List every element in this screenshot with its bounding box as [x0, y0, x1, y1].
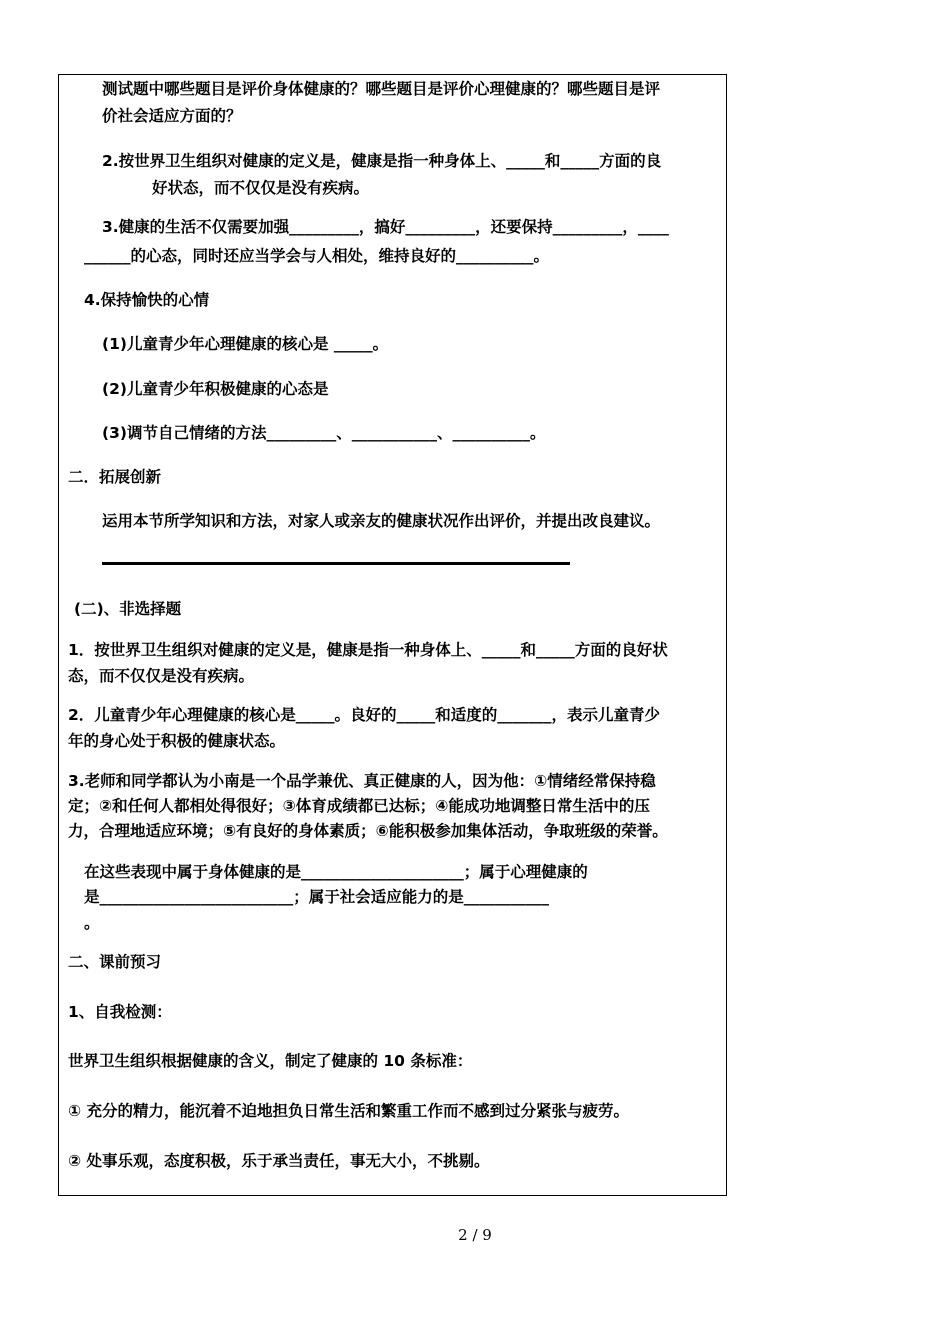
text-line: 3.健康的生活不仅需要加强_________，搞好_________，还要保持_________，____ [102, 218, 669, 236]
text-line: 好状态，而不仅仅是没有疾病。 [152, 179, 370, 197]
text-line: ② 处事乐观，态度积极，乐于承当责任，事无大小，不挑剔。 [68, 1152, 490, 1170]
section-heading: (二)、非选择题 [74, 600, 182, 618]
text-line: 年的身心处于积极的健康状态。 [68, 732, 286, 750]
content-frame [58, 74, 727, 1196]
page-number: 2 / 9 [458, 1226, 492, 1244]
text-line: 测试题中哪些题目是评价身体健康的？哪些题目是评价心理健康的？哪些题目是评 [102, 80, 661, 98]
text-line: (3)调节自己情绪的方法_________、___________、__________。 [102, 424, 546, 442]
text-line: 价社会适应方面的？ [102, 107, 242, 125]
text-line: 。 [84, 914, 100, 932]
text-line: 3.老师和同学都认为小南是一个品学兼优、真正健康的人，因为他：①情绪经常保持稳 [68, 772, 656, 790]
section-heading: 4.保持愉快的心情 [84, 291, 210, 309]
text-line: 2.按世界卫生组织对健康的定义是，健康是指一种身体上、_____和_____方面的良 [102, 152, 662, 170]
text-line: 在这些表现中属于身体健康的是_____________________；属于心理健康的 [84, 863, 588, 881]
section-heading: 二．拓展创新 [68, 468, 162, 486]
text-line: 态，而不仅仅是没有疾病。 [68, 667, 255, 685]
text-line: ______的心态，同时还应当学会与人相处，维持良好的__________。 [84, 247, 550, 265]
text-line: 力，合理地适应环境；⑤有良好的身体素质；⑥能积极参加集体活动，争取班级的荣誉。 [68, 822, 668, 840]
text-line: 世界卫生组织根据健康的含义，制定了健康的 10 条标准： [68, 1052, 473, 1070]
section-heading: 1、自我检测： [68, 1003, 172, 1021]
text-line: 1．按世界卫生组织对健康的定义是，健康是指一种身体上、_____和_____方面的良好状 [68, 641, 668, 659]
text-line: 2．儿童青少年心理健康的核心是_____。良好的_____和适度的_______，表示儿童青少 [68, 706, 661, 724]
section-heading: 二、课前预习 [68, 953, 162, 971]
text-line: (2)儿童青少年积极健康的心态是 [102, 380, 329, 398]
text-line: 定；②和任何人都相处得很好；③体育成绩都已达标；④能成功地调整日常生活中的压 [68, 797, 650, 815]
text-line: 是_________________________；属于社会适应能力的是___________ [84, 888, 550, 906]
answer-line [102, 562, 570, 565]
text-line: ① 充分的精力，能沉着不迫地担负日常生活和繁重工作而不感到过分紧张与疲劳。 [68, 1102, 630, 1120]
text-line: 运用本节所学知识和方法，对家人或亲友的健康状况作出评价，并提出改良建议。 [102, 512, 661, 530]
text-line: (1)儿童青少年心理健康的核心是 _____。 [102, 335, 389, 353]
